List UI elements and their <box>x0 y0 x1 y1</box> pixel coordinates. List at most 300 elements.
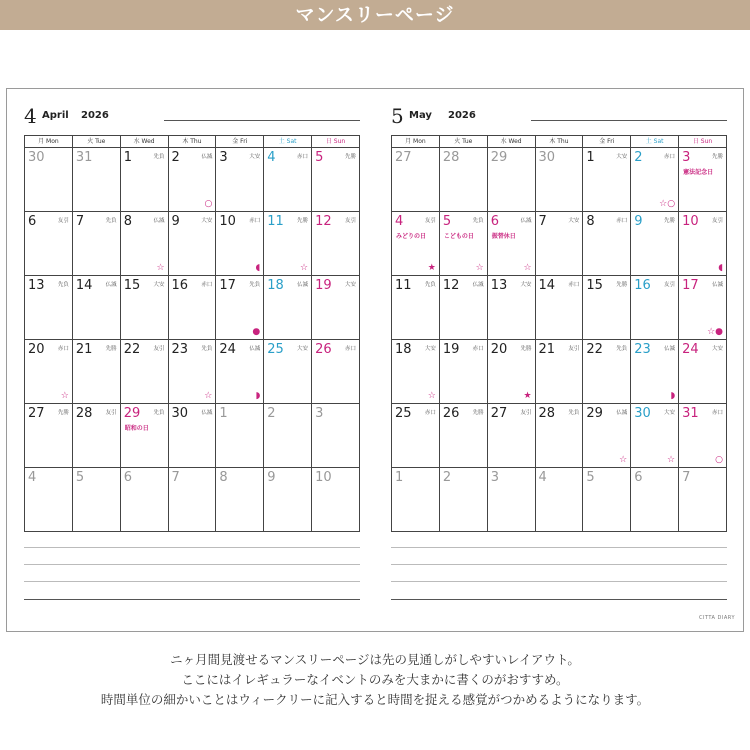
calendar-grid <box>24 135 360 532</box>
day-number: 3 <box>490 470 499 485</box>
rokuyo-label: 先勝 <box>616 282 628 288</box>
day-number: 30 <box>171 406 189 421</box>
day-number: 18 <box>267 278 284 293</box>
week-row <box>25 340 360 404</box>
moon-star-mark-icon: ☆ <box>156 263 165 273</box>
moon-star-mark-icon: ◖ <box>718 263 723 273</box>
day-cell[interactable] <box>168 340 216 404</box>
day-cell[interactable] <box>631 276 679 340</box>
day-number: 21 <box>75 342 93 357</box>
page-banner: マンスリーページ <box>0 0 750 30</box>
day-cell[interactable] <box>535 148 583 212</box>
moon-star-mark-icon: ☆ <box>299 263 309 273</box>
moon-star-mark-icon: ☆ <box>475 263 484 273</box>
day-number: 4 <box>267 150 276 165</box>
month-number: 4 <box>24 104 37 128</box>
day-number: 22 <box>123 342 141 357</box>
day-cell[interactable] <box>487 212 535 276</box>
weekday-header: 木 Thu <box>168 136 216 148</box>
day-number: 17 <box>682 278 699 293</box>
day-number: 16 <box>171 278 189 293</box>
rokuyo-label: 赤口 <box>711 410 723 416</box>
day-cell[interactable] <box>392 404 440 468</box>
day-cell[interactable] <box>679 212 727 276</box>
caption-line: 時間単位の細かいことはウィークリーに記入すると時間を捉える感覚がつかめるようになります。 <box>100 692 650 707</box>
weekday-header: 水 Wed <box>120 136 168 148</box>
rokuyo-label: 赤口 <box>472 346 484 352</box>
rokuyo-label: 大安 <box>711 346 723 352</box>
day-number: 10 <box>315 470 332 485</box>
week-row <box>25 468 360 532</box>
moon-star-mark-icon: ○ <box>715 455 723 465</box>
day-cell[interactable] <box>535 340 583 404</box>
day-number: 12 <box>315 214 332 229</box>
day-cell[interactable] <box>487 340 535 404</box>
day-number: 9 <box>634 214 643 229</box>
day-number: 5 <box>315 150 324 165</box>
day-cell[interactable] <box>312 468 360 532</box>
rokuyo-label: 先負 <box>616 346 628 352</box>
holiday-name: 振替休日 <box>491 233 516 240</box>
day-cell[interactable] <box>583 468 631 532</box>
day-cell[interactable] <box>312 340 360 404</box>
rokuyo-label: 赤口 <box>344 346 356 352</box>
day-number: 14 <box>75 278 93 293</box>
month-year: 2026 <box>81 110 109 121</box>
day-number: 29 <box>490 150 508 165</box>
day-cell[interactable] <box>120 404 168 468</box>
day-number: 19 <box>442 342 460 357</box>
day-cell[interactable] <box>631 212 679 276</box>
month-year: 2026 <box>448 110 476 121</box>
day-number: 5 <box>586 470 595 485</box>
month-name: April <box>42 110 69 121</box>
day-cell[interactable] <box>264 212 312 276</box>
week-row <box>25 276 360 340</box>
day-cell[interactable] <box>439 148 487 212</box>
rokuyo-label: 先負 <box>568 410 580 416</box>
day-number: 10 <box>219 214 236 229</box>
rokuyo-label: 仏滅 <box>153 218 165 224</box>
rokuyo-label: 友引 <box>105 410 117 416</box>
rokuyo-label: 赤口 <box>201 282 213 288</box>
rokuyo-label: 友引 <box>344 218 356 224</box>
day-number: 15 <box>586 278 603 293</box>
day-number: 16 <box>634 278 651 293</box>
holiday-name: みどりの日 <box>396 233 427 240</box>
moon-star-mark-icon: ★ <box>523 391 532 401</box>
day-cell[interactable] <box>535 276 583 340</box>
day-cell[interactable] <box>168 404 216 468</box>
rokuyo-label: 大安 <box>424 346 436 352</box>
day-cell[interactable] <box>312 404 360 468</box>
moon-star-mark-icon: ○ <box>204 199 213 209</box>
day-cell[interactable] <box>216 404 264 468</box>
rokuyo-label: 先負 <box>153 410 165 416</box>
moon-star-mark-icon: ◖ <box>255 263 261 273</box>
month-header-rule <box>531 120 727 121</box>
day-number: 10 <box>682 214 699 229</box>
day-number: 3 <box>219 150 228 165</box>
day-cell[interactable] <box>72 212 120 276</box>
day-number: 28 <box>442 150 460 165</box>
moon-star-mark-icon: ☆ <box>666 455 676 465</box>
day-cell[interactable] <box>312 276 360 340</box>
day-number: 6 <box>490 214 499 229</box>
weekday-header: 金 Fri <box>216 136 264 148</box>
rokuyo-label: 友引 <box>711 218 723 224</box>
day-cell[interactable] <box>264 468 312 532</box>
month-header <box>391 89 727 135</box>
month-number: 5 <box>391 104 404 128</box>
day-number: 26 <box>442 406 460 421</box>
week-row <box>392 212 727 276</box>
day-number: 17 <box>219 278 236 293</box>
rokuyo-label: 先負 <box>105 218 117 224</box>
rokuyo-label: 先勝 <box>297 218 309 224</box>
rokuyo-label: 先勝 <box>520 346 532 352</box>
weekday-header: 日 Sun <box>679 136 727 148</box>
week-row <box>25 404 360 468</box>
weekday-header: 火 Tue <box>439 136 487 148</box>
day-cell[interactable] <box>439 212 487 276</box>
note-line <box>391 547 727 548</box>
day-number: 4 <box>538 470 547 485</box>
day-number: 1 <box>586 150 595 165</box>
day-cell[interactable] <box>25 148 73 212</box>
rokuyo-label: 大安 <box>344 282 356 288</box>
day-cell[interactable] <box>168 148 216 212</box>
day-number: 24 <box>219 342 236 357</box>
moon-star-mark-icon: ☆ <box>204 391 213 401</box>
day-number: 2 <box>442 470 452 485</box>
day-cell[interactable] <box>679 468 727 532</box>
day-cell[interactable] <box>392 212 440 276</box>
day-cell[interactable] <box>679 276 727 340</box>
rokuyo-label: 赤口 <box>616 218 628 224</box>
rokuyo-label: 赤口 <box>568 282 580 288</box>
moon-star-mark-icon: ☆ <box>619 455 628 465</box>
day-cell[interactable] <box>120 468 168 532</box>
rokuyo-label: 大安 <box>520 282 532 288</box>
day-number: 21 <box>538 342 556 357</box>
day-cell[interactable] <box>583 276 631 340</box>
day-number: 25 <box>267 342 284 357</box>
rokuyo-label: 大安 <box>201 218 213 224</box>
day-cell[interactable] <box>535 404 583 468</box>
day-cell[interactable] <box>216 212 264 276</box>
day-cell[interactable] <box>583 148 631 212</box>
week-row <box>25 212 360 276</box>
day-number: 28 <box>538 406 556 421</box>
rokuyo-label: 先勝 <box>105 346 117 352</box>
day-number: 9 <box>267 470 276 485</box>
day-number: 6 <box>28 214 37 229</box>
rokuyo-label: 友引 <box>520 410 532 416</box>
rokuyo-label: 先勝 <box>711 154 723 160</box>
rokuyo-label: 先勝 <box>344 154 356 160</box>
weekday-header: 水 Wed <box>487 136 535 148</box>
caption-line: ここにはイレギュラーなイベントのみを大まかに書くのがおすすめ。 <box>181 672 569 687</box>
day-number: 4 <box>28 470 37 485</box>
day-number: 28 <box>75 406 93 421</box>
moon-star-mark-icon: ☆○ <box>659 199 676 209</box>
day-cell[interactable] <box>392 468 440 532</box>
day-cell[interactable] <box>439 276 487 340</box>
day-cell[interactable] <box>583 340 631 404</box>
day-cell[interactable] <box>120 276 168 340</box>
weekday-header: 土 Sat <box>264 136 312 148</box>
day-cell[interactable] <box>168 276 216 340</box>
rokuyo-label: 仏滅 <box>616 410 628 416</box>
day-cell[interactable] <box>312 212 360 276</box>
day-cell[interactable] <box>439 468 487 532</box>
rokuyo-label: 仏滅 <box>249 346 261 352</box>
day-cell[interactable] <box>583 212 631 276</box>
rokuyo-label: 大安 <box>664 410 676 416</box>
weekday-header: 木 Thu <box>535 136 583 148</box>
weekday-header: 火 Tue <box>72 136 120 148</box>
day-cell[interactable] <box>631 468 679 532</box>
day-cell[interactable] <box>168 468 216 532</box>
day-number: 31 <box>682 406 699 421</box>
day-cell[interactable] <box>439 404 487 468</box>
rokuyo-label: 友引 <box>153 346 165 352</box>
day-number: 13 <box>28 278 45 293</box>
day-cell[interactable] <box>120 212 168 276</box>
moon-star-mark-icon: ● <box>252 327 261 337</box>
rokuyo-label: 先勝 <box>664 218 676 224</box>
note-line <box>391 581 727 582</box>
day-number: 19 <box>315 278 332 293</box>
rokuyo-label: 赤口 <box>297 154 309 160</box>
rokuyo-label: 先勝 <box>472 410 484 416</box>
day-number: 14 <box>538 278 556 293</box>
day-number: 29 <box>123 406 141 421</box>
day-number: 7 <box>171 470 180 485</box>
day-cell[interactable] <box>487 148 535 212</box>
day-cell[interactable] <box>72 468 120 532</box>
day-number: 8 <box>123 214 132 229</box>
note-line <box>24 581 360 582</box>
day-cell[interactable] <box>392 276 440 340</box>
day-number: 7 <box>538 214 547 229</box>
week-row <box>392 148 727 212</box>
day-number: 15 <box>123 278 141 293</box>
rokuyo-label: 赤口 <box>57 346 69 352</box>
day-number: 20 <box>490 342 508 357</box>
month-name: May <box>409 110 432 121</box>
rokuyo-label: 大安 <box>616 154 628 160</box>
month-header <box>24 89 360 135</box>
day-cell[interactable] <box>679 404 727 468</box>
day-number: 11 <box>395 278 412 293</box>
day-cell[interactable] <box>25 404 73 468</box>
day-cell[interactable] <box>216 276 264 340</box>
day-cell[interactable] <box>25 276 73 340</box>
day-number: 12 <box>442 278 460 293</box>
day-number: 18 <box>395 342 412 357</box>
day-number: 27 <box>490 406 508 421</box>
rokuyo-label: 仏滅 <box>664 346 676 352</box>
rokuyo-label: 仏滅 <box>472 282 484 288</box>
day-cell[interactable] <box>72 276 120 340</box>
day-cell[interactable] <box>264 148 312 212</box>
day-number: 25 <box>395 406 412 421</box>
day-number: 11 <box>267 214 284 229</box>
day-cell[interactable] <box>72 340 120 404</box>
holiday-name: こどもの日 <box>443 233 474 240</box>
day-cell[interactable] <box>583 404 631 468</box>
rokuyo-label: 先負 <box>424 282 436 288</box>
day-number: 6 <box>634 470 643 485</box>
moon-star-mark-icon: ☆ <box>427 391 436 401</box>
day-number: 9 <box>171 214 180 229</box>
weekday-header: 金 Fri <box>583 136 631 148</box>
day-number: 6 <box>123 470 132 485</box>
rokuyo-label: 赤口 <box>664 154 676 160</box>
day-number: 5 <box>442 214 452 229</box>
caption-line: ニヶ月間見渡せるマンスリーページは先の見通しがしやすいレイアウト。 <box>170 652 580 667</box>
day-cell[interactable] <box>392 148 440 212</box>
rokuyo-label: 先勝 <box>57 410 69 416</box>
rokuyo-label: 友引 <box>57 218 69 224</box>
moon-star-mark-icon: ★ <box>427 263 436 273</box>
week-row <box>392 276 727 340</box>
day-cell[interactable] <box>487 468 535 532</box>
weekday-header: 月 Mon <box>25 136 73 148</box>
rokuyo-label: 赤口 <box>424 410 436 416</box>
moon-star-mark-icon: ☆● <box>707 327 723 337</box>
day-cell[interactable] <box>535 212 583 276</box>
rokuyo-label: 先負 <box>57 282 69 288</box>
rokuyo-label: 仏滅 <box>105 282 117 288</box>
day-number: 2 <box>634 150 643 165</box>
day-cell[interactable] <box>120 340 168 404</box>
day-number: 30 <box>634 406 651 421</box>
note-line <box>391 564 727 565</box>
day-cell[interactable] <box>264 340 312 404</box>
rokuyo-label: 大安 <box>297 346 309 352</box>
day-number: 26 <box>315 342 332 357</box>
moon-star-mark-icon: ◗ <box>670 391 676 401</box>
day-number: 3 <box>682 150 691 165</box>
note-line <box>391 599 727 600</box>
rokuyo-label: 大安 <box>153 282 165 288</box>
day-number: 7 <box>682 470 691 485</box>
calendar-grid <box>391 135 727 532</box>
day-number: 30 <box>538 150 556 165</box>
day-cell[interactable] <box>631 148 679 212</box>
month-header-rule <box>164 120 360 121</box>
rokuyo-label: 友引 <box>664 282 676 288</box>
day-number: 8 <box>219 470 228 485</box>
day-cell[interactable] <box>439 340 487 404</box>
caption <box>0 650 750 710</box>
day-cell[interactable] <box>392 340 440 404</box>
holiday-name: 憲法記念日 <box>683 169 714 176</box>
day-cell[interactable] <box>216 340 264 404</box>
day-cell[interactable] <box>631 404 679 468</box>
day-cell[interactable] <box>25 340 73 404</box>
note-line <box>24 547 360 548</box>
day-number: 31 <box>75 150 93 165</box>
day-number: 23 <box>634 342 651 357</box>
day-cell[interactable] <box>72 404 120 468</box>
day-cell[interactable] <box>487 404 535 468</box>
day-cell[interactable] <box>168 212 216 276</box>
day-number: 27 <box>28 406 45 421</box>
rokuyo-label: 友引 <box>568 346 580 352</box>
weekday-header: 日 Sun <box>312 136 360 148</box>
brand-label: CITTA DIARY <box>698 615 735 621</box>
day-cell[interactable] <box>679 340 727 404</box>
note-line <box>24 564 360 565</box>
day-cell[interactable] <box>535 468 583 532</box>
day-number: 3 <box>315 406 324 421</box>
day-cell[interactable] <box>120 148 168 212</box>
day-number: 1 <box>123 150 132 165</box>
day-cell[interactable] <box>25 468 73 532</box>
week-row <box>392 468 727 532</box>
day-number: 29 <box>586 406 603 421</box>
day-number: 23 <box>171 342 189 357</box>
week-row <box>392 404 727 468</box>
week-row <box>25 148 360 212</box>
rokuyo-label: 仏滅 <box>520 218 532 224</box>
note-line <box>24 599 360 600</box>
moon-star-mark-icon: ◗ <box>255 391 261 401</box>
day-number: 4 <box>395 214 404 229</box>
rokuyo-label: 先負 <box>249 282 261 288</box>
day-number: 27 <box>395 150 412 165</box>
day-cell[interactable] <box>679 148 727 212</box>
weekday-header: 土 Sat <box>631 136 679 148</box>
day-cell[interactable] <box>631 340 679 404</box>
day-number: 1 <box>219 406 228 421</box>
day-cell[interactable] <box>216 468 264 532</box>
rokuyo-label: 大安 <box>568 218 580 224</box>
day-cell[interactable] <box>72 148 120 212</box>
day-number: 13 <box>490 278 508 293</box>
rokuyo-label: 仏滅 <box>297 282 309 288</box>
day-number: 20 <box>28 342 45 357</box>
rokuyo-label: 先負 <box>201 346 213 352</box>
day-cell[interactable] <box>264 404 312 468</box>
day-number: 5 <box>75 470 85 485</box>
day-cell[interactable] <box>312 148 360 212</box>
moon-star-mark-icon: ☆ <box>60 391 69 401</box>
day-number: 24 <box>682 342 699 357</box>
day-number: 2 <box>267 406 276 421</box>
rokuyo-label: 先負 <box>153 154 165 160</box>
rokuyo-label: 仏滅 <box>201 410 213 416</box>
day-number: 30 <box>28 150 45 165</box>
weekday-header: 月 Mon <box>392 136 440 148</box>
week-row <box>392 340 727 404</box>
day-cell[interactable] <box>264 276 312 340</box>
day-cell[interactable] <box>25 212 73 276</box>
rokuyo-label: 大安 <box>249 154 261 160</box>
rokuyo-label: 赤口 <box>249 218 261 224</box>
day-cell[interactable] <box>487 276 535 340</box>
rokuyo-label: 友引 <box>424 218 436 224</box>
moon-star-mark-icon: ☆ <box>523 263 532 273</box>
day-number: 1 <box>395 470 404 485</box>
holiday-name: 昭和の日 <box>124 425 149 432</box>
day-number: 2 <box>171 150 180 165</box>
day-cell[interactable] <box>216 148 264 212</box>
